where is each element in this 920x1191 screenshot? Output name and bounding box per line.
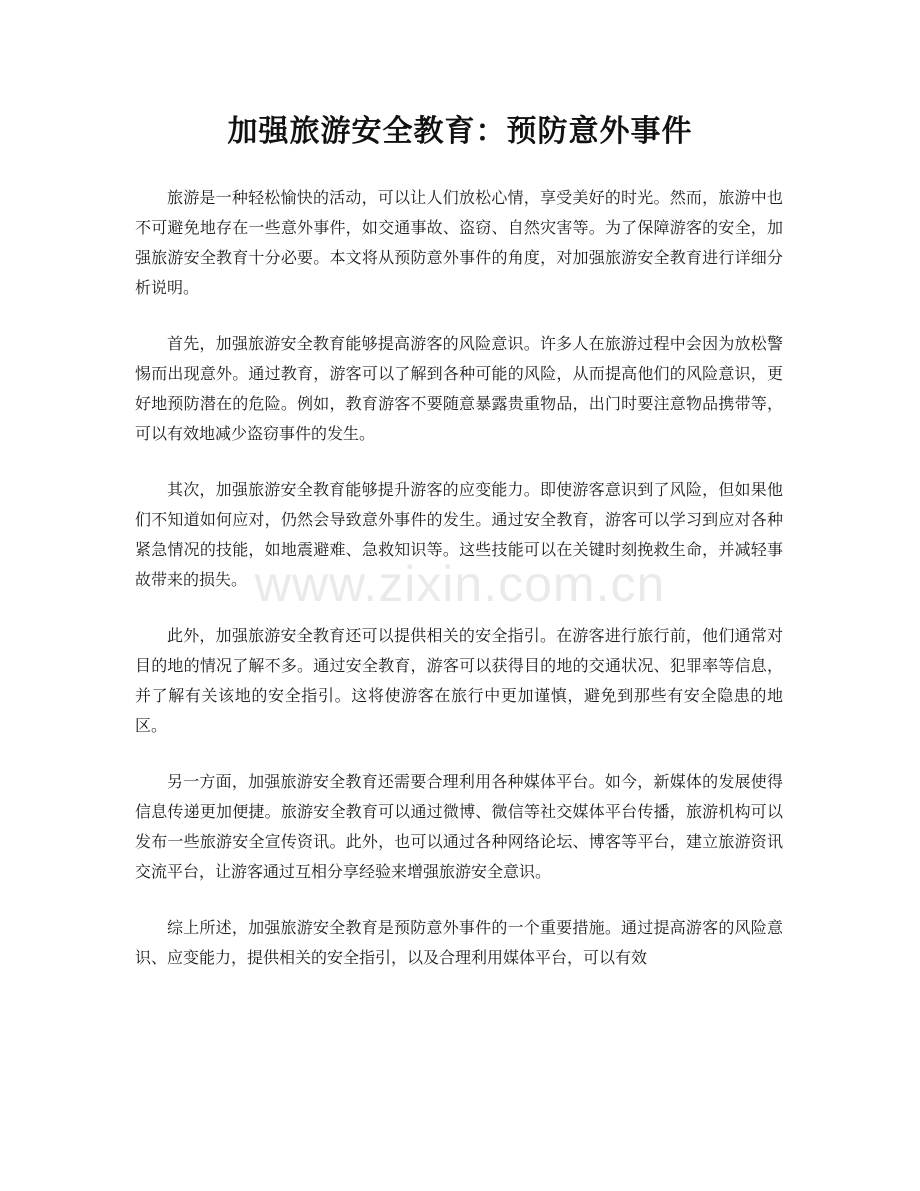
paragraph-safety-guidance: 此外，加强旅游安全教育还可以提供相关的安全指引。在游客进行旅行前，他们通常对目的地的情况了解不多。通过安全教育，游客可以获得目的地的交通状况、犯罪率等信息，并了解有关该地的安全指引。这将使游客在旅行中更加谨慎，避免到那些有安全隐患的地区。 [135,626,783,735]
paragraph-risk-awareness: 首先，加强旅游安全教育能够提高游客的风险意识。许多人在旅游过程中会因为放松警惕而出现意外。通过教育，游客可以了解到各种可能的风险，从而提高他们的风险意识，更好地预防潜在的危险。例如，教育游客不要随意暴露贵重物品，出门时要注意物品携带等，可以有效地减少盗窃事件的发生。 [135,334,783,443]
document-body [135,183,783,999]
paragraph-conclusion: 综上所述，加强旅游安全教育是预防意外事件的一个重要措施。通过提高游客的风险意识、应变能力，提供相关的安全指引，以及合理利用媒体平台，可以有效 [135,918,783,967]
paragraph-media-platforms: 另一方面，加强旅游安全教育还需要合理利用各种媒体平台。如今，新媒体的发展使得信息传递更加便捷。旅游安全教育可以通过微博、微信等社交媒体平台传播，旅游机构可以发布一些旅游安全宣传资讯。此外，也可以通过各种网络论坛、博客等平台，建立旅游资讯交流平台，让游客通过互相分享经验来增强旅游安全意识。 [135,772,783,881]
paragraph-response-ability: 其次，加强旅游安全教育能够提升游客的应变能力。即使游客意识到了风险，但如果他们不知道如何应对，仍然会导致意外事件的发生。通过安全教育，游客可以学习到应对各种紧急情况的技能，如地震避难、急救知识等。这些技能可以在关键时刻挽救生命，并减轻事故带来的损失。 [135,480,783,589]
watermark: www.zixin.com.cn [254,556,666,612]
paragraph-intro: 旅游是一种轻松愉快的活动，可以让人们放松心情，享受美好的时光。然而，旅游中也不可避免地存在一些意外事件，如交通事故、盗窃、自然灾害等。为了保障游客的安全，加强旅游安全教育十分必要。本文将从预防意外事件的角度，对加强旅游安全教育进行详细分析说明。 [135,188,783,297]
document-title: 加强旅游安全教育：预防意外事件 [227,114,693,149]
